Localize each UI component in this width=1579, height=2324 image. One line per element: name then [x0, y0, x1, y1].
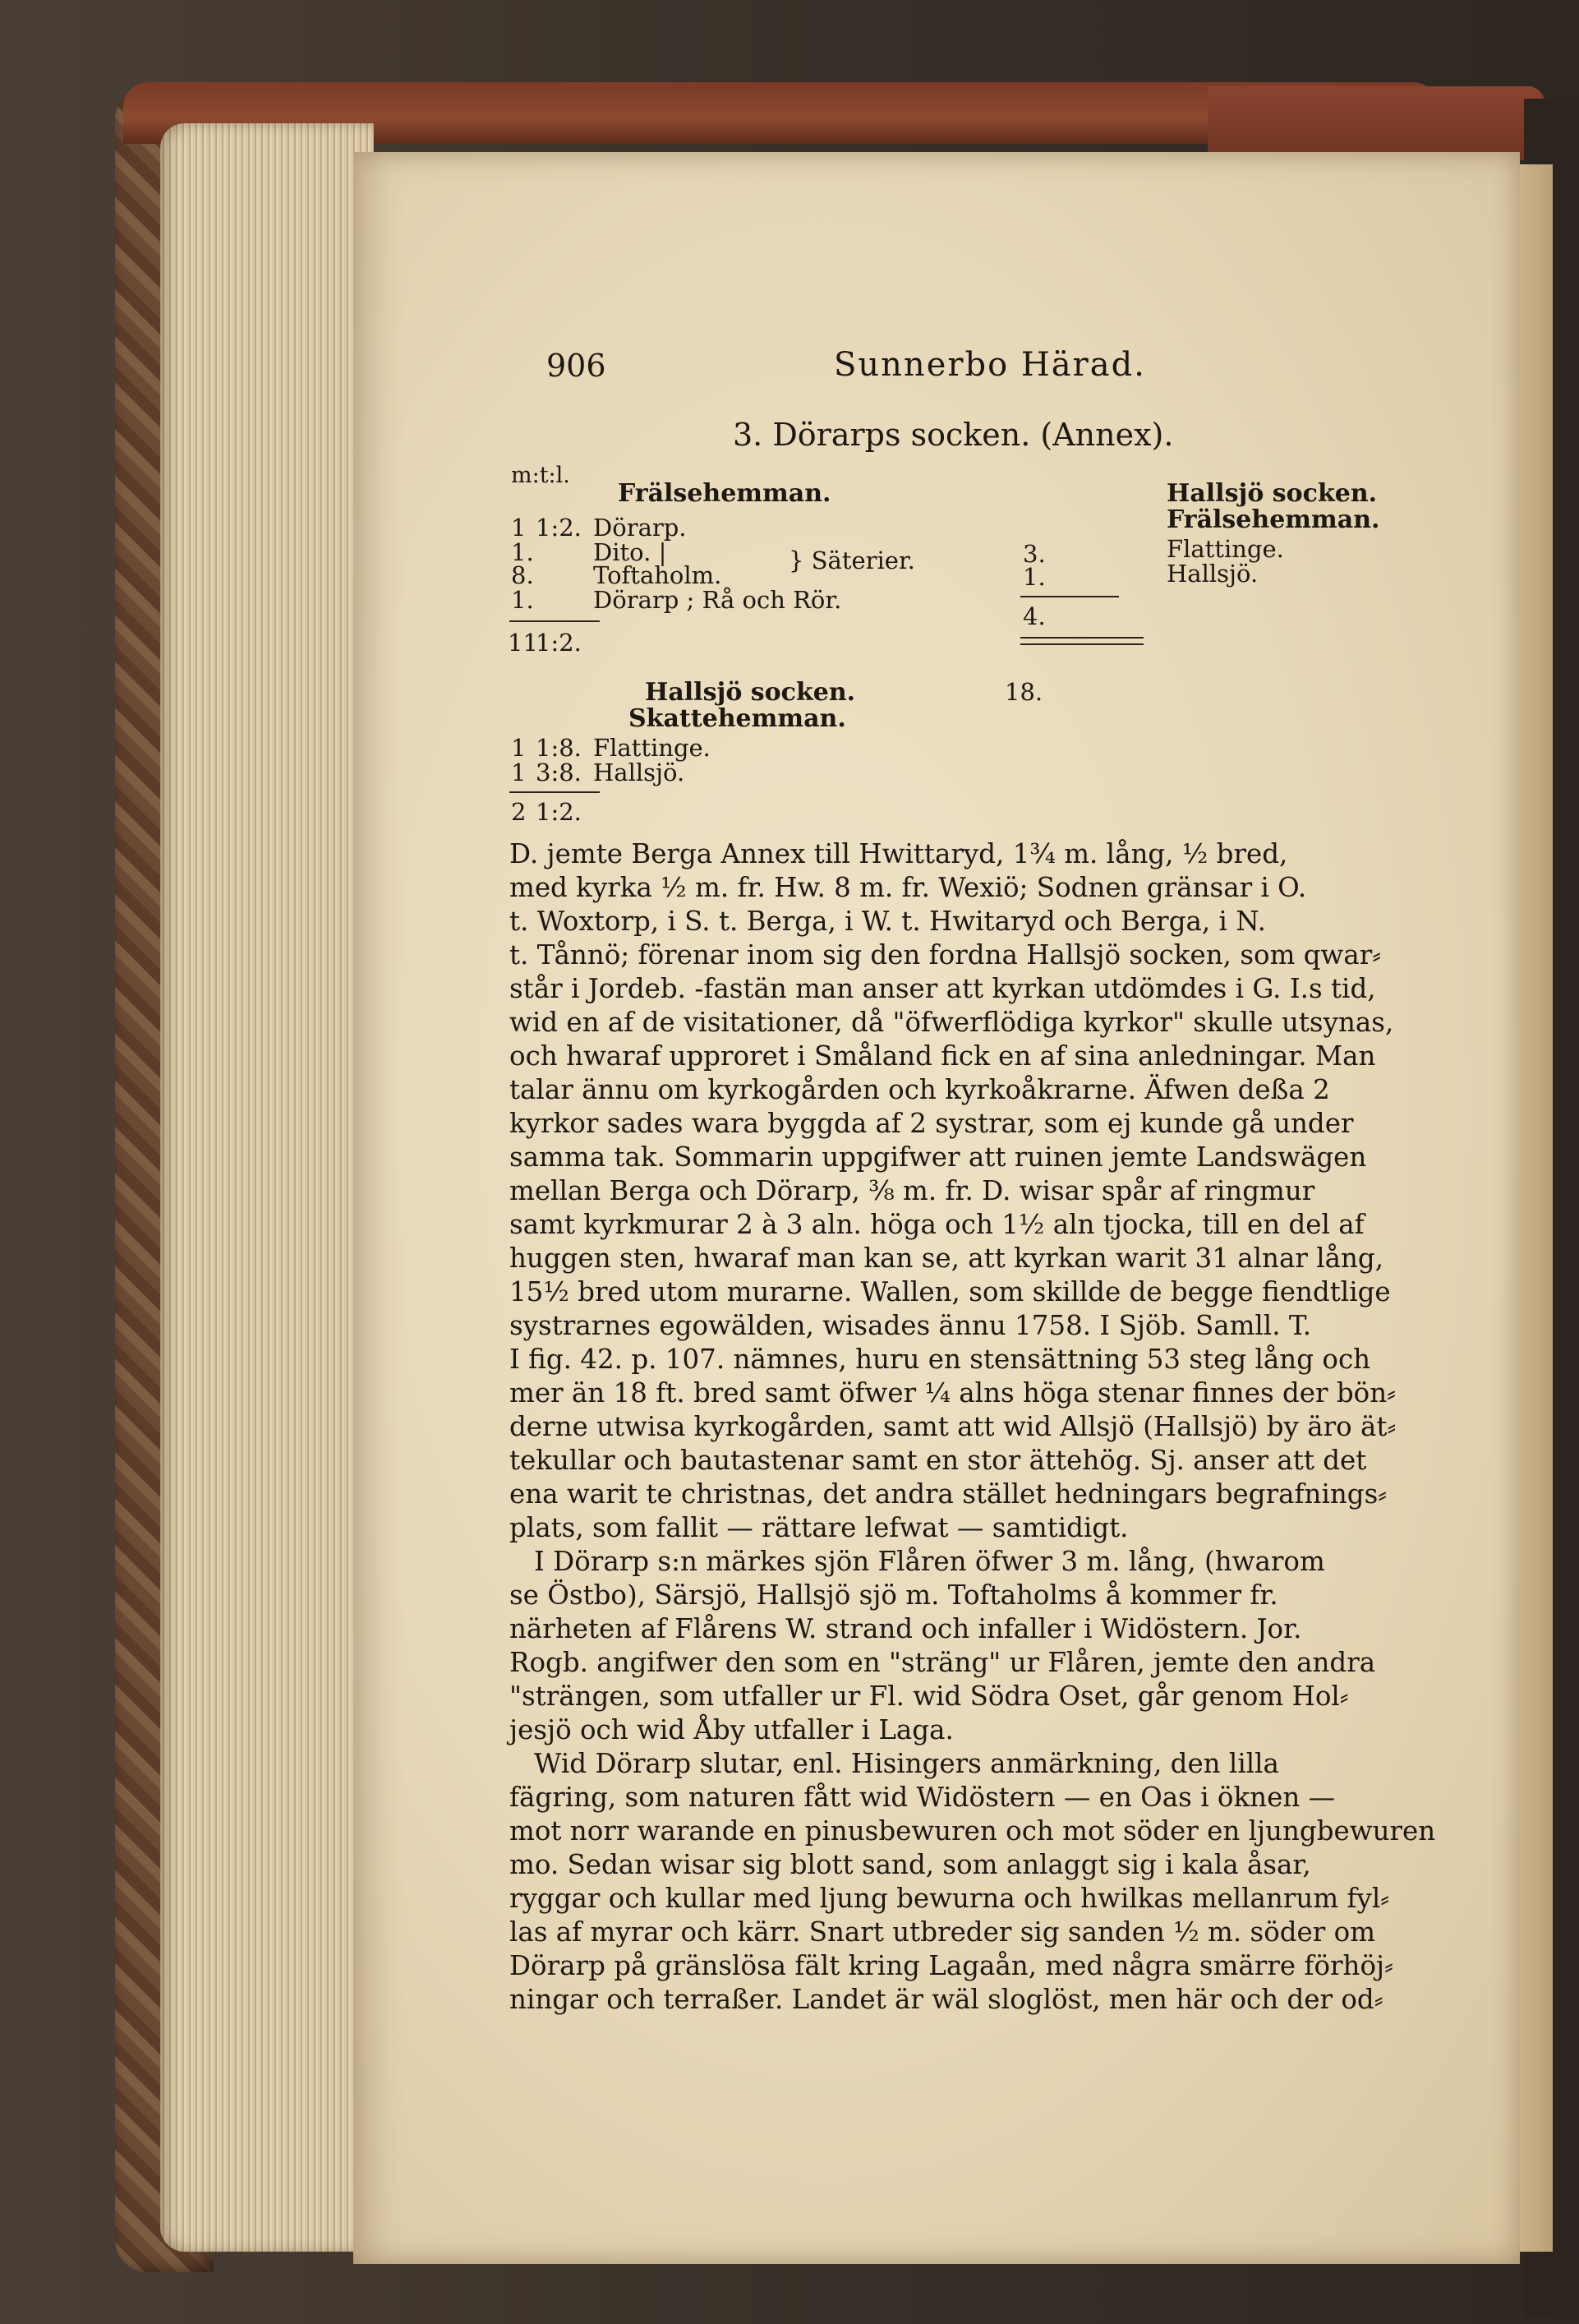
total-a: 11: [508, 629, 538, 657]
text-line: Dörarp på gränslösa fält kring Lagaån, med några smärre förhöj⸗: [509, 1950, 1393, 1981]
page-edges: [160, 123, 374, 2252]
text-line: mot norr warande en pinusbewuren och mot söder en ljungbewuren: [509, 1815, 1436, 1847]
text-line: plats, som fallit — rättare lefwat — samtidigt.: [509, 1512, 1129, 1543]
text-line: "strängen, som utfaller ur Fl. wid Södra Oset, går genom Hol⸗: [509, 1681, 1349, 1712]
table-row-name: Dito. |: [593, 538, 667, 566]
total-b: 1:2.: [536, 798, 582, 826]
total-b: 1:2.: [536, 629, 582, 657]
table-row-name: Flattinge.: [593, 734, 711, 762]
table-row-name: Hallsjö.: [593, 759, 685, 786]
table-row-b: 1:8.: [536, 734, 582, 762]
table-row-a: 1: [511, 734, 527, 762]
grand-total: 18.: [1005, 678, 1043, 706]
table-row-name: Dörarp ; Rå och Rör.: [593, 586, 842, 614]
right-total: 4.: [1023, 602, 1046, 630]
text-line: systrarnes egowälden, wisades ännu 1758. I Sjöb. Samll. T.: [509, 1310, 1312, 1341]
bracket-label: } Säterier.: [789, 546, 915, 574]
right-table-title: Hallsjö socken.: [1167, 479, 1378, 508]
text-line: huggen sten, hwaraf man kan se, att kyrkan warit 31 alnar lång,: [509, 1243, 1384, 1274]
text-line: se Östbo), Särsjö, Hallsjö sjö m. Toftaholms å kommer fr.: [509, 1579, 1278, 1611]
text-line: och hwaraf upproret i Småland fick en af sina anledningar. Man: [509, 1040, 1376, 1072]
text-line: I Dörarp s:n märkes sjön Flåren öfwer 3 m. lång, (hwarom: [534, 1546, 1325, 1577]
text-line: mellan Berga och Dörarp, ⅜ m. fr. D. wisar spår af ringmur: [509, 1175, 1315, 1206]
text-line: 15½ bred utom murarne. Wallen, som skillde de begge fiendtlige: [509, 1276, 1391, 1307]
table-row-a: 1.: [511, 538, 534, 566]
table-row-b: 1:2.: [536, 514, 582, 542]
text-line: t. Tånnö; förenar inom sig den fordna Hallsjö socken, som qwar⸗: [509, 939, 1382, 971]
parish-heading: 3. Dörarps socken. (Annex).: [733, 417, 1174, 453]
table-row-a: 8.: [511, 561, 534, 589]
running-title: Sunnerbo Härad.: [834, 346, 1146, 384]
table-row-a: 3.: [1023, 540, 1046, 568]
right-table-subtitle: Frälsehemman.: [1167, 505, 1380, 534]
text-line: fägring, som naturen fått wid Widöstern — en Oas i öknen —: [509, 1782, 1336, 1813]
text-line: Wid Dörarp slutar, enl. Hisingers anmärkning, den lilla: [534, 1748, 1279, 1779]
text-line: t. Woxtorp, i S. t. Berga, i W. t. Hwitaryd och Berga, i N.: [509, 906, 1266, 937]
text-line: tekullar och bautastenar samt en stor ättehög. Sj. anser att det: [509, 1445, 1367, 1476]
text-line: talar ännu om kyrkogården och kyrkoåkrarne. Äfwen deßa 2: [509, 1074, 1330, 1105]
page-number: 906: [546, 348, 606, 384]
text-line: Rogb. angifwer den som en "sträng" ur Flåren, jemte den andra: [509, 1647, 1376, 1678]
divider: [509, 791, 600, 793]
group2-title: Hallsjö socken.: [645, 678, 856, 707]
text-line: I fig. 42. p. 107. nämnes, huru en stensättning 53 steg lång och: [509, 1344, 1371, 1375]
divider: [1020, 637, 1144, 639]
group2-subtitle: Skattehemman.: [628, 704, 846, 733]
text-line: med kyrka ½ m. fr. Hw. 8 m. fr. Wexiö; Sodnen gränsar i O.: [509, 872, 1307, 903]
text-line: samma tak. Sommarin uppgifwer att ruinen jemte Landswägen: [509, 1141, 1367, 1173]
text-line: wid en af de visitationer, då "öfwerflödiga kyrkor" skulle utsynas,: [509, 1007, 1394, 1038]
group1-title: Frälsehemman.: [618, 479, 831, 508]
text-line: D. jemte Berga Annex till Hwittaryd, 1¾ m. lång, ½ bred,: [509, 838, 1288, 869]
table-row-a: 1: [511, 759, 527, 786]
text-line: jesjö och wid Åby utfaller i Laga.: [509, 1714, 954, 1745]
text-line: ena warit te christnas, det andra stället hedningars begrafnings⸗: [509, 1478, 1388, 1510]
text-line: mer än 18 ft. bred samt öfwer ¼ alns höga stenar finnes der bön⸗: [509, 1377, 1396, 1409]
table-row-name: Toftaholm.: [593, 561, 722, 589]
book-page: [353, 152, 1520, 2264]
facing-page-edge: [1516, 164, 1553, 2252]
table-row-a: 1.: [1023, 563, 1046, 591]
table-row-name: Flattinge.: [1167, 535, 1284, 563]
text-line: derne utwisa kyrkogården, samt att wid Allsjö (Hallsjö) by äro ät⸗: [509, 1411, 1397, 1442]
text-line: närheten af Flårens W. strand och infaller i Widöstern. Jor.: [509, 1613, 1302, 1644]
text-line: ningar och terraßer. Landet är wäl sloglöst, men här och der od⸗: [509, 1984, 1383, 2015]
table-row-b: 3:8.: [536, 759, 582, 786]
text-line: samt kyrkmurar 2 à 3 aln. höga och 1½ aln tjocka, till en del af: [509, 1209, 1365, 1240]
text-line: kyrkor sades wara byggda af 2 systrar, som ej kunde gå under: [509, 1108, 1354, 1139]
table-row-a: 1.: [511, 586, 534, 614]
table-row-a: 1: [511, 514, 527, 542]
divider: [1020, 643, 1144, 645]
book-cover-right: [1208, 86, 1544, 160]
text-line: står i Jordeb. -fastän man anser att kyrkan utdömdes i G. I.s tid,: [509, 973, 1376, 1004]
text-line: las af myrar och kärr. Snart utbreder sig sanden ½ m. söder om: [509, 1916, 1376, 1948]
divider: [1020, 596, 1119, 597]
text-line: mo. Sedan wisar sig blott sand, som anlaggt sig i kala åsar,: [509, 1849, 1311, 1880]
divider: [509, 620, 600, 622]
text-line: ryggar och kullar med ljung bewurna och hwilkas mellanrum fyl⸗: [509, 1883, 1390, 1914]
total-a: 2: [511, 798, 527, 826]
unit-label: m:t:l.: [511, 463, 570, 488]
table-row-name: Hallsjö.: [1167, 560, 1259, 588]
table-row-name: Dörarp.: [593, 514, 687, 542]
